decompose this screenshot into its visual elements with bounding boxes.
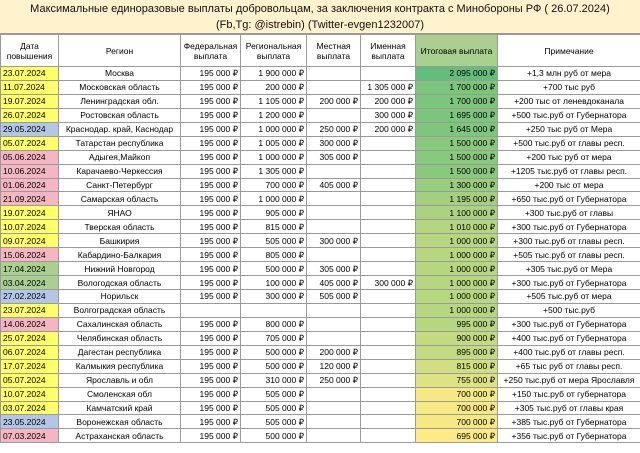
cell-nominal[interactable] (361, 178, 416, 192)
cell-region[interactable]: Дагестан республика (59, 345, 181, 359)
cell-federal[interactable]: 195 000 ₽ (181, 192, 241, 206)
col-header-date[interactable]: Дата повышения (1, 35, 59, 67)
cell-nominal[interactable] (361, 206, 416, 220)
cell-federal[interactable]: 195 000 ₽ (181, 178, 241, 192)
cell-regional[interactable]: 310 000 ₽ (241, 373, 307, 387)
cell-total[interactable]: 700 000 ₽ (416, 387, 498, 401)
cell-regional[interactable]: 505 000 ₽ (241, 387, 307, 401)
cell-nominal[interactable] (361, 359, 416, 373)
cell-federal[interactable]: 195 000 ₽ (181, 415, 241, 429)
cell-regional[interactable]: 300 000 ₽ (241, 290, 307, 304)
cell-note[interactable]: +500 тыс.руб от главы респ. (498, 136, 640, 150)
cell-total[interactable]: 1 195 000 ₽ (416, 192, 498, 206)
cell-date[interactable]: 23.07.2024 (1, 67, 59, 81)
cell-region[interactable]: Ярославль и обл (59, 373, 181, 387)
cell-federal[interactable]: 195 000 ₽ (181, 80, 241, 94)
col-header-nominal[interactable]: Именная выплата (361, 35, 416, 67)
cell-nominal[interactable] (361, 164, 416, 178)
cell-date[interactable]: 09.07.2024 (1, 234, 59, 248)
cell-nominal[interactable]: 300 000 ₽ (361, 276, 416, 290)
table-row (1, 387, 640, 401)
cell-total[interactable]: 1 000 000 ₽ (416, 303, 498, 317)
cell-date[interactable]: 21.09.2024 (1, 192, 59, 206)
cell-regional[interactable]: 200 000 ₽ (241, 80, 307, 94)
table-row (1, 373, 640, 387)
cell-date[interactable]: 05.07.2024 (1, 136, 59, 150)
cell-date[interactable]: 23.07.2024 (1, 303, 59, 317)
cell-date[interactable]: 19.07.2024 (1, 94, 59, 108)
cell-region[interactable]: Норильск (59, 290, 181, 304)
cell-nominal[interactable] (361, 387, 416, 401)
cell-federal[interactable]: 195 000 ₽ (181, 220, 241, 234)
cell-regional[interactable]: 1 000 000 ₽ (241, 150, 307, 164)
cell-local[interactable]: 200 000 ₽ (307, 94, 361, 108)
cell-regional[interactable]: 705 000 ₽ (241, 331, 307, 345)
cell-region[interactable]: Ростовская область (59, 108, 181, 122)
cell-region[interactable]: ЯНАО (59, 206, 181, 220)
table-row (1, 136, 640, 150)
cell-local[interactable]: 120 000 ₽ (307, 359, 361, 373)
cell-date[interactable]: 19.07.2024 (1, 206, 59, 220)
cell-nominal[interactable] (361, 373, 416, 387)
cell-federal[interactable]: 195 000 ₽ (181, 150, 241, 164)
cell-region[interactable]: Сахалинская область (59, 317, 181, 331)
cell-regional[interactable]: 800 000 ₽ (241, 317, 307, 331)
cell-date[interactable]: 03.07.2024 (1, 401, 59, 415)
table-row (1, 317, 640, 331)
cell-local[interactable] (307, 415, 361, 429)
cell-regional[interactable]: 500 000 ₽ (241, 262, 307, 276)
cell-nominal[interactable] (361, 317, 416, 331)
cell-federal[interactable]: 195 000 ₽ (181, 94, 241, 108)
cell-date[interactable]: 10.07.2024 (1, 387, 59, 401)
cell-date[interactable]: 27.02.2024 (1, 290, 59, 304)
table-body (1, 67, 640, 443)
cell-nominal[interactable] (361, 248, 416, 262)
col-header-region[interactable]: Регион (59, 35, 181, 67)
table-row (1, 122, 640, 136)
col-header-federal[interactable]: Федеральная выплата (181, 35, 241, 67)
cell-date[interactable]: 06.07.2024 (1, 345, 59, 359)
cell-federal[interactable]: 195 000 ₽ (181, 262, 241, 276)
cell-region[interactable]: Ленинградская обл. (59, 94, 181, 108)
cell-region[interactable]: Самарская область (59, 192, 181, 206)
cell-federal[interactable]: 195 000 ₽ (181, 108, 241, 122)
cell-region[interactable]: Камчатский край (59, 401, 181, 415)
cell-date[interactable]: 23.05.2024 (1, 415, 59, 429)
cell-total[interactable]: 1 000 000 ₽ (416, 290, 498, 304)
cell-note[interactable]: +385 тыс.руб от Губернатора (498, 415, 640, 429)
cell-note[interactable]: +400 тыс.руб от Губернатора (498, 331, 640, 345)
table-row (1, 401, 640, 415)
cell-regional[interactable]: 500 000 ₽ (241, 359, 307, 373)
cell-regional[interactable]: 1 105 000 ₽ (241, 94, 307, 108)
cell-local[interactable] (307, 108, 361, 122)
cell-date[interactable]: 26.07.2024 (1, 108, 59, 122)
cell-note[interactable]: +300 тыс.руб от Губернатора (498, 317, 640, 331)
cell-date[interactable]: 10.07.2024 (1, 220, 59, 234)
cell-total[interactable]: 815 000 ₽ (416, 359, 498, 373)
cell-federal[interactable]: 195 000 ₽ (181, 67, 241, 81)
cell-total[interactable]: 700 000 ₽ (416, 401, 498, 415)
cell-federal[interactable]: 195 000 ₽ (181, 122, 241, 136)
cell-local[interactable] (307, 248, 361, 262)
cell-date[interactable]: 07.03.2024 (1, 429, 59, 443)
table-row (1, 192, 640, 206)
cell-total[interactable]: 1 645 000 ₽ (416, 122, 498, 136)
cell-nominal[interactable]: 200 000 ₽ (361, 122, 416, 136)
cell-nominal[interactable]: 200 000 ₽ (361, 94, 416, 108)
cell-nominal[interactable]: 1 305 000 ₽ (361, 80, 416, 94)
payments-table (0, 34, 640, 443)
cell-region[interactable]: Калмыкия республика (59, 359, 181, 373)
cell-local[interactable]: 405 000 ₽ (307, 276, 361, 290)
table-row (1, 262, 640, 276)
cell-note[interactable]: +200 тыс руб от мера (498, 150, 640, 164)
cell-note[interactable]: +300 тыс.руб от главы (498, 206, 640, 220)
cell-regional[interactable]: 1 005 000 ₽ (241, 136, 307, 150)
cell-regional[interactable]: 505 000 ₽ (241, 415, 307, 429)
cell-nominal[interactable] (361, 290, 416, 304)
cell-total[interactable]: 755 000 ₽ (416, 373, 498, 387)
cell-regional[interactable]: 1 900 000 ₽ (241, 67, 307, 81)
cell-region[interactable]: Челябинская область (59, 331, 181, 345)
cell-federal[interactable]: 195 000 ₽ (181, 401, 241, 415)
cell-local[interactable]: 300 000 ₽ (307, 234, 361, 248)
cell-local[interactable] (307, 387, 361, 401)
cell-note[interactable]: +1,3 млн руб от мера (498, 67, 640, 81)
cell-local[interactable] (307, 401, 361, 415)
cell-local[interactable]: 505 000 ₽ (307, 290, 361, 304)
cell-note[interactable]: +505 тыс.руб от главы респ. (498, 248, 640, 262)
cell-total[interactable]: 1 010 000 ₽ (416, 220, 498, 234)
table-row (1, 67, 640, 81)
cell-local[interactable]: 300 000 ₽ (307, 136, 361, 150)
cell-region[interactable]: Татарстан республика (59, 136, 181, 150)
table-row (1, 331, 640, 345)
cell-region[interactable]: Адыгея,Майкоп (59, 150, 181, 164)
cell-note[interactable]: +200 тыс от мера (498, 178, 640, 192)
cell-nominal[interactable] (361, 429, 416, 443)
cell-date[interactable]: 01.06.2024 (1, 178, 59, 192)
cell-note[interactable]: +505 тыс.руб от мера (498, 290, 640, 304)
table-row (1, 359, 640, 373)
cell-federal[interactable]: 195 000 ₽ (181, 331, 241, 345)
cell-total[interactable]: 895 000 ₽ (416, 345, 498, 359)
cell-note[interactable]: +250 тыс руб от Мера (498, 122, 640, 136)
cell-federal[interactable]: 195 000 ₽ (181, 345, 241, 359)
cell-nominal[interactable] (361, 136, 416, 150)
cell-region[interactable]: Башкирия (59, 234, 181, 248)
cell-region[interactable]: Воронежская область (59, 415, 181, 429)
cell-nominal[interactable] (361, 262, 416, 276)
table-row (1, 429, 640, 443)
sheet-title (0, 0, 640, 34)
table-row (1, 150, 640, 164)
cell-total[interactable]: 1 500 000 ₽ (416, 136, 498, 150)
table-row (1, 290, 640, 304)
cell-federal[interactable]: 195 000 ₽ (181, 276, 241, 290)
cell-note[interactable]: +250 тыс.руб от мера Ярославля (498, 373, 640, 387)
cell-date[interactable]: 15.06.2024 (1, 248, 59, 262)
cell-local[interactable] (307, 220, 361, 234)
cell-nominal[interactable] (361, 220, 416, 234)
cell-federal[interactable]: 195 000 ₽ (181, 317, 241, 331)
cell-note[interactable]: +650 тыс.руб от Губернатора (498, 192, 640, 206)
col-header-local[interactable]: Местная выплата (307, 35, 361, 67)
cell-total[interactable]: 1 100 000 ₽ (416, 206, 498, 220)
cell-region[interactable]: Москва (59, 67, 181, 81)
cell-region[interactable]: Краснодар. край, Каснодар (59, 122, 181, 136)
cell-local[interactable]: 305 000 ₽ (307, 150, 361, 164)
cell-federal[interactable]: 195 000 ₽ (181, 248, 241, 262)
cell-date[interactable]: 17.07.2024 (1, 359, 59, 373)
cell-date[interactable]: 17.04.2024 (1, 262, 59, 276)
cell-local[interactable] (307, 429, 361, 443)
cell-regional[interactable]: 1 200 000 ₽ (241, 108, 307, 122)
cell-note[interactable]: +305 тыс.руб от Мера (498, 262, 640, 276)
cell-federal[interactable]: 195 000 ₽ (181, 164, 241, 178)
cell-note[interactable]: +305 тыс.руб от главы края (498, 401, 640, 415)
cell-local[interactable] (307, 164, 361, 178)
cell-local[interactable]: 250 000 ₽ (307, 373, 361, 387)
cell-region[interactable]: Вологодская область (59, 276, 181, 290)
cell-region[interactable]: Тверская область (59, 220, 181, 234)
cell-local[interactable] (307, 80, 361, 94)
cell-nominal[interactable] (361, 150, 416, 164)
cell-region[interactable]: Волгоградская область (59, 303, 181, 317)
cell-note[interactable]: +300 тыс.руб от Губернатора (498, 220, 640, 234)
table-row (1, 80, 640, 94)
title-line-2: (Fb,Tg: @istrebin) (Twitter-evgen1232007) (215, 19, 425, 31)
cell-total[interactable]: 700 000 ₽ (416, 415, 498, 429)
cell-total[interactable]: 1 500 000 ₽ (416, 164, 498, 178)
cell-total[interactable]: 2 095 000 ₽ (416, 67, 498, 81)
cell-total[interactable]: 1 000 000 ₽ (416, 262, 498, 276)
cell-total[interactable]: 900 000 ₽ (416, 331, 498, 345)
cell-federal[interactable] (181, 303, 241, 317)
cell-regional[interactable]: 815 000 ₽ (241, 220, 307, 234)
cell-date[interactable]: 25.07.2024 (1, 331, 59, 345)
cell-federal[interactable]: 195 000 ₽ (181, 206, 241, 220)
cell-local[interactable]: 305 000 ₽ (307, 262, 361, 276)
col-header-total[interactable]: Итоговая выплата (416, 35, 498, 67)
cell-regional[interactable]: 1 305 000 ₽ (241, 164, 307, 178)
table-row (1, 303, 640, 317)
cell-regional[interactable]: 505 000 ₽ (241, 234, 307, 248)
cell-total[interactable]: 1 000 000 ₽ (416, 276, 498, 290)
cell-note[interactable]: +1205 тыс.руб от главы респ. (498, 164, 640, 178)
table-row (1, 164, 640, 178)
cell-region[interactable]: Карачаево-Черкессия (59, 164, 181, 178)
cell-nominal[interactable] (361, 415, 416, 429)
cell-total[interactable]: 1 300 000 ₽ (416, 178, 498, 192)
table-row (1, 345, 640, 359)
cell-date[interactable]: 29.05.2024 (1, 122, 59, 136)
cell-date[interactable]: 14.06.2024 (1, 317, 59, 331)
cell-note[interactable]: +700 тыс руб (498, 80, 640, 94)
table-row (1, 178, 640, 192)
cell-regional[interactable]: 905 000 ₽ (241, 206, 307, 220)
cell-note[interactable]: +300 тыс.руб от главы респ. (498, 234, 640, 248)
cell-nominal[interactable] (361, 303, 416, 317)
cell-region[interactable]: Московская область (59, 80, 181, 94)
cell-total[interactable]: 1 500 000 ₽ (416, 150, 498, 164)
table-row (1, 234, 640, 248)
col-header-regional[interactable]: Региональная выплата (241, 35, 307, 67)
cell-federal[interactable]: 195 000 ₽ (181, 290, 241, 304)
title-line-1: Максимальные единоразовые выплаты добровольцам, за заключения контракта с Минобороны РФ ( 26.07.2024) (30, 3, 610, 15)
table-row (1, 248, 640, 262)
table-row (1, 220, 640, 234)
cell-regional[interactable]: 1 000 000 ₽ (241, 192, 307, 206)
cell-local[interactable] (307, 331, 361, 345)
table-row (1, 108, 640, 122)
cell-region[interactable]: Санкт-Петербург (59, 178, 181, 192)
cell-region[interactable]: Астраханская область (59, 429, 181, 443)
cell-region[interactable]: Нижний Новгород (59, 262, 181, 276)
cell-federal[interactable]: 195 000 ₽ (181, 136, 241, 150)
cell-nominal[interactable] (361, 234, 416, 248)
cell-date[interactable]: 05.07.2024 (1, 373, 59, 387)
cell-local[interactable]: 200 000 ₽ (307, 345, 361, 359)
cell-nominal[interactable] (361, 331, 416, 345)
cell-total[interactable]: 1 700 000 ₽ (416, 80, 498, 94)
cell-local[interactable] (307, 206, 361, 220)
cell-date[interactable]: 05.06.2024 (1, 150, 59, 164)
cell-local[interactable] (307, 303, 361, 317)
cell-federal[interactable]: 195 000 ₽ (181, 387, 241, 401)
cell-federal[interactable]: 195 000 ₽ (181, 373, 241, 387)
cell-nominal[interactable] (361, 345, 416, 359)
cell-local[interactable]: 250 000 ₽ (307, 122, 361, 136)
table-row (1, 415, 640, 429)
cell-date[interactable]: 11.07.2024 (1, 80, 59, 94)
cell-total[interactable]: 695 000 ₽ (416, 429, 498, 443)
cell-note[interactable]: +500 тыс.руб (498, 303, 640, 317)
cell-nominal[interactable] (361, 192, 416, 206)
cell-local[interactable] (307, 317, 361, 331)
cell-note[interactable]: +65 тыс руб от главы респ. (498, 359, 640, 373)
cell-note[interactable]: +400 тыс.руб от главы респ. (498, 345, 640, 359)
cell-total[interactable]: 1 000 000 ₽ (416, 248, 498, 262)
cell-regional[interactable]: 500 000 ₽ (241, 345, 307, 359)
cell-nominal[interactable] (361, 67, 416, 81)
cell-region[interactable]: Смоленская обл (59, 387, 181, 401)
cell-total[interactable]: 1 695 000 ₽ (416, 108, 498, 122)
cell-regional[interactable]: 500 000 ₽ (241, 429, 307, 443)
header-row (1, 35, 640, 67)
cell-regional[interactable]: 505 000 ₽ (241, 401, 307, 415)
cell-nominal[interactable]: 300 000 ₽ (361, 108, 416, 122)
cell-federal[interactable]: 195 000 ₽ (181, 359, 241, 373)
cell-note[interactable]: +200 тыс от леневдоканала (498, 94, 640, 108)
cell-local[interactable]: 405 000 ₽ (307, 178, 361, 192)
col-header-note[interactable]: Примечание (498, 35, 640, 67)
cell-regional[interactable]: 100 000 ₽ (241, 276, 307, 290)
cell-date[interactable]: 03.04.2024 (1, 276, 59, 290)
cell-date[interactable]: 10.06.2024 (1, 164, 59, 178)
cell-federal[interactable]: 195 000 ₽ (181, 234, 241, 248)
cell-note[interactable]: +356 тыс.руб от Губернатора (498, 429, 640, 443)
cell-total[interactable]: 995 000 ₽ (416, 317, 498, 331)
cell-total[interactable]: 1 700 000 ₽ (416, 94, 498, 108)
cell-regional[interactable]: 1 000 000 ₽ (241, 122, 307, 136)
cell-federal[interactable]: 195 000 ₽ (181, 429, 241, 443)
table-row (1, 206, 640, 220)
cell-note[interactable]: +300 тыс.руб от Губернатора (498, 276, 640, 290)
cell-note[interactable]: +500 тыс.руб от Губернатора (498, 108, 640, 122)
cell-note[interactable]: +150 тыс.руб от губернатора (498, 387, 640, 401)
cell-regional[interactable]: 700 000 ₽ (241, 178, 307, 192)
cell-local[interactable] (307, 67, 361, 81)
cell-region[interactable]: Кабардино-Балкария (59, 248, 181, 262)
cell-nominal[interactable] (361, 401, 416, 415)
table-row (1, 276, 640, 290)
cell-total[interactable]: 1 000 000 ₽ (416, 234, 498, 248)
table-row (1, 94, 640, 108)
cell-regional[interactable] (241, 303, 307, 317)
cell-regional[interactable]: 805 000 ₽ (241, 248, 307, 262)
cell-local[interactable] (307, 192, 361, 206)
